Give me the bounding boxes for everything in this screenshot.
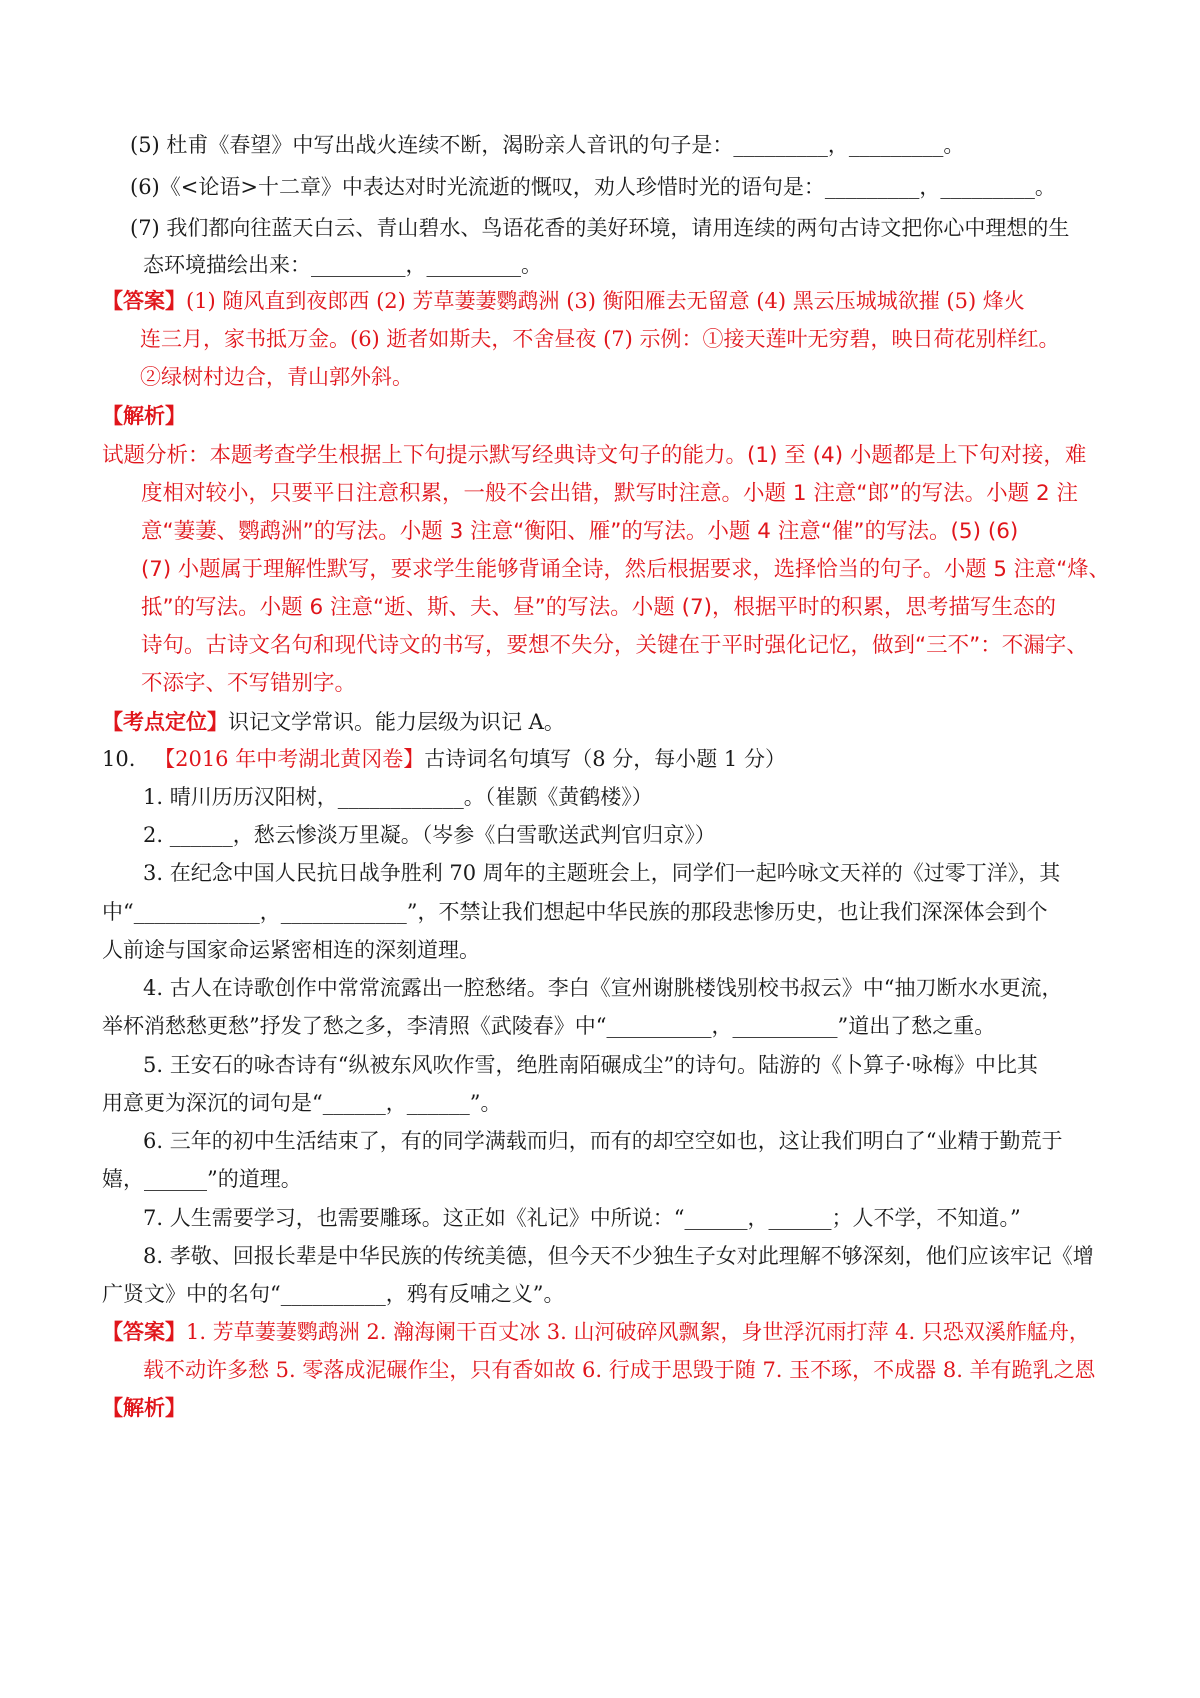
q10-title: 古诗词名句填写（8 分，每小题 1 分）: [424, 747, 786, 771]
q9-analysis-line: 度相对较小，只要平日注意积累，一般不会出错，默写时注意。小题 1 注意“郎”的写法。小题 2 注: [141, 481, 1078, 506]
q10-line: 嬉，______”的道理。: [102, 1167, 302, 1191]
q10-line: 7. 人生需要学习，也需要雕琢。这正如《礼记》中所说：“______，______；人不学，不知道。”: [143, 1206, 1021, 1230]
q10-line: 5. 王安石的咏杏诗有“纵被东风吹作雪，绝胜南陌碾成尘”的诗句。陆游的《卜算子·咏梅》中比其: [143, 1053, 1038, 1077]
q9-analysis-line: 抵”的写法。小题 6 注意“逝、斯、夫、昼”的写法。小题 (7)，根据平时的积累，思考描写生态的: [141, 595, 1057, 620]
answer-text: 1. 芳草萋萋鹦鹉洲 2. 瀚海阑干百丈冰 3. 山河破碎风飘絮，身世浮沉雨打萍 4. 只恐双溪舴艋舟，: [186, 1320, 1090, 1344]
q10-line: 中“____________，____________”，不禁让我们想起中华民族的那段悲惨历史，也让我们深深体会到个: [102, 900, 1048, 924]
q10-line: 4. 古人在诗歌创作中常常流露出一腔愁绪。李白《宣州谢朓楼饯别校书叔云》中“抽刀断水水更流，: [143, 976, 1063, 1000]
q10-answer: [102, 1317, 1090, 1347]
q9-analysis-line: (7) 小题属于理解性默写，要求学生能够背诵全诗，然后根据要求，选择恰当的句子。小题 5 注意“烽、: [141, 557, 1110, 582]
q10-line: 人前途与国家命运紧密相连的深刻道理。: [102, 938, 480, 962]
q10-line: 6. 三年的初中生活结束了，有的同学满载而归，而有的却空空如也，这让我们明白了“业精于勤荒于: [143, 1129, 1063, 1153]
kaodian-text: 识记文学常识。能力层级为识记 A。: [228, 710, 565, 734]
q9-answer: [102, 286, 1025, 316]
q10-line: 8. 孝敬、回报长辈是中华民族的传统美德，但今天不少独生子女对此理解不够深刻，他们应该牢记《增: [143, 1244, 1094, 1268]
answer-text: (1) 随风直到夜郎西 (2) 芳草萋萋鹦鹉洲 (3) 衡阳雁去无留意 (4) 黑云压城城欲摧 (5) 烽火: [186, 289, 1025, 313]
q9-analysis-line: 试题分析：本题考查学生根据上下句提示默写经典诗文句子的能力。(1) 至 (4) 小题都是上下句对接，难: [102, 443, 1087, 468]
q9-analysis-line: 不添字、不写错别字。: [141, 671, 357, 696]
q9-answer-line2: 连三月，家书抵万金。(6) 逝者如斯夫，不舍昼夜 (7) 示例：①接天莲叶无穷碧，映日荷花别样红。: [140, 327, 1060, 351]
q10-number: 10.: [102, 747, 136, 771]
q9-item7-line2: 态环境描绘出来：_________，_________。: [143, 253, 542, 277]
answer-label: 【答案】: [102, 1319, 186, 1344]
q10-heading: [102, 744, 786, 774]
q10-line: 2. ______，愁云惨淡万里凝。（岑参《白雪歌送武判官归京》）: [143, 823, 716, 847]
q9-item7-line1: (7) 我们都向往蓝天白云、青山碧水、鸟语花香的美好环境，请用连续的两句古诗文把你心中理想的生: [130, 216, 1070, 240]
q9-analysis-label: 【解析】: [102, 403, 186, 428]
q10-line: 举杯消愁愁更愁”抒发了愁之多，李清照《武陵春》中“__________，__________”道出了愁之重。: [102, 1014, 996, 1038]
q10-line: 1. 晴川历历汉阳树，____________。（崔颢《黄鹤楼》）: [143, 785, 653, 809]
q10-analysis-label: 【解析】: [102, 1395, 186, 1420]
q9-analysis-line: 诗句。古诗文名句和现代诗文的书写，要想不失分，关键在于平时强化记忆，做到“三不”：不漏字、: [141, 633, 1088, 658]
q10-line: 用意更为深沉的词句是“______，______”。: [102, 1091, 502, 1115]
answer-label: 【答案】: [102, 288, 186, 313]
q10-line: 3. 在纪念中国人民抗日战争胜利 70 周年的主题班会上，同学们一起吟咏文天祥的《过零丁洋》，其: [143, 861, 1061, 885]
q10-line: 广贤文》中的名句“__________，鸦有反哺之义”。: [102, 1282, 565, 1306]
q10-source: 【2016 年中考湖北黄冈卷】: [154, 747, 425, 771]
q9-answer-line3: ②绿树村边合，青山郭外斜。: [140, 365, 413, 389]
q10-answer-line2: 载不动许多愁 5. 零落成泥碾作尘，只有香如故 6. 行成于思毁于随 7. 玉不琢，不成器 8. 羊有跪乳之恩: [143, 1358, 1096, 1382]
q9-kaodian: [102, 707, 565, 737]
q9-item6: (6)《<论语>十二章》中表达对时光流逝的慨叹，劝人珍惜时光的语句是：_________，_________。: [130, 175, 1056, 199]
q9-analysis-line: 意“萋萋、鹦鹉洲”的写法。小题 3 注意“衡阳、雁”的写法。小题 4 注意“催”的写法。(5) (6): [141, 519, 1019, 544]
kaodian-label: 【考点定位】: [102, 709, 228, 734]
q9-item5: (5) 杜甫《春望》中写出战火连续不断，渴盼亲人音讯的句子是：_________，_________。: [130, 133, 965, 157]
